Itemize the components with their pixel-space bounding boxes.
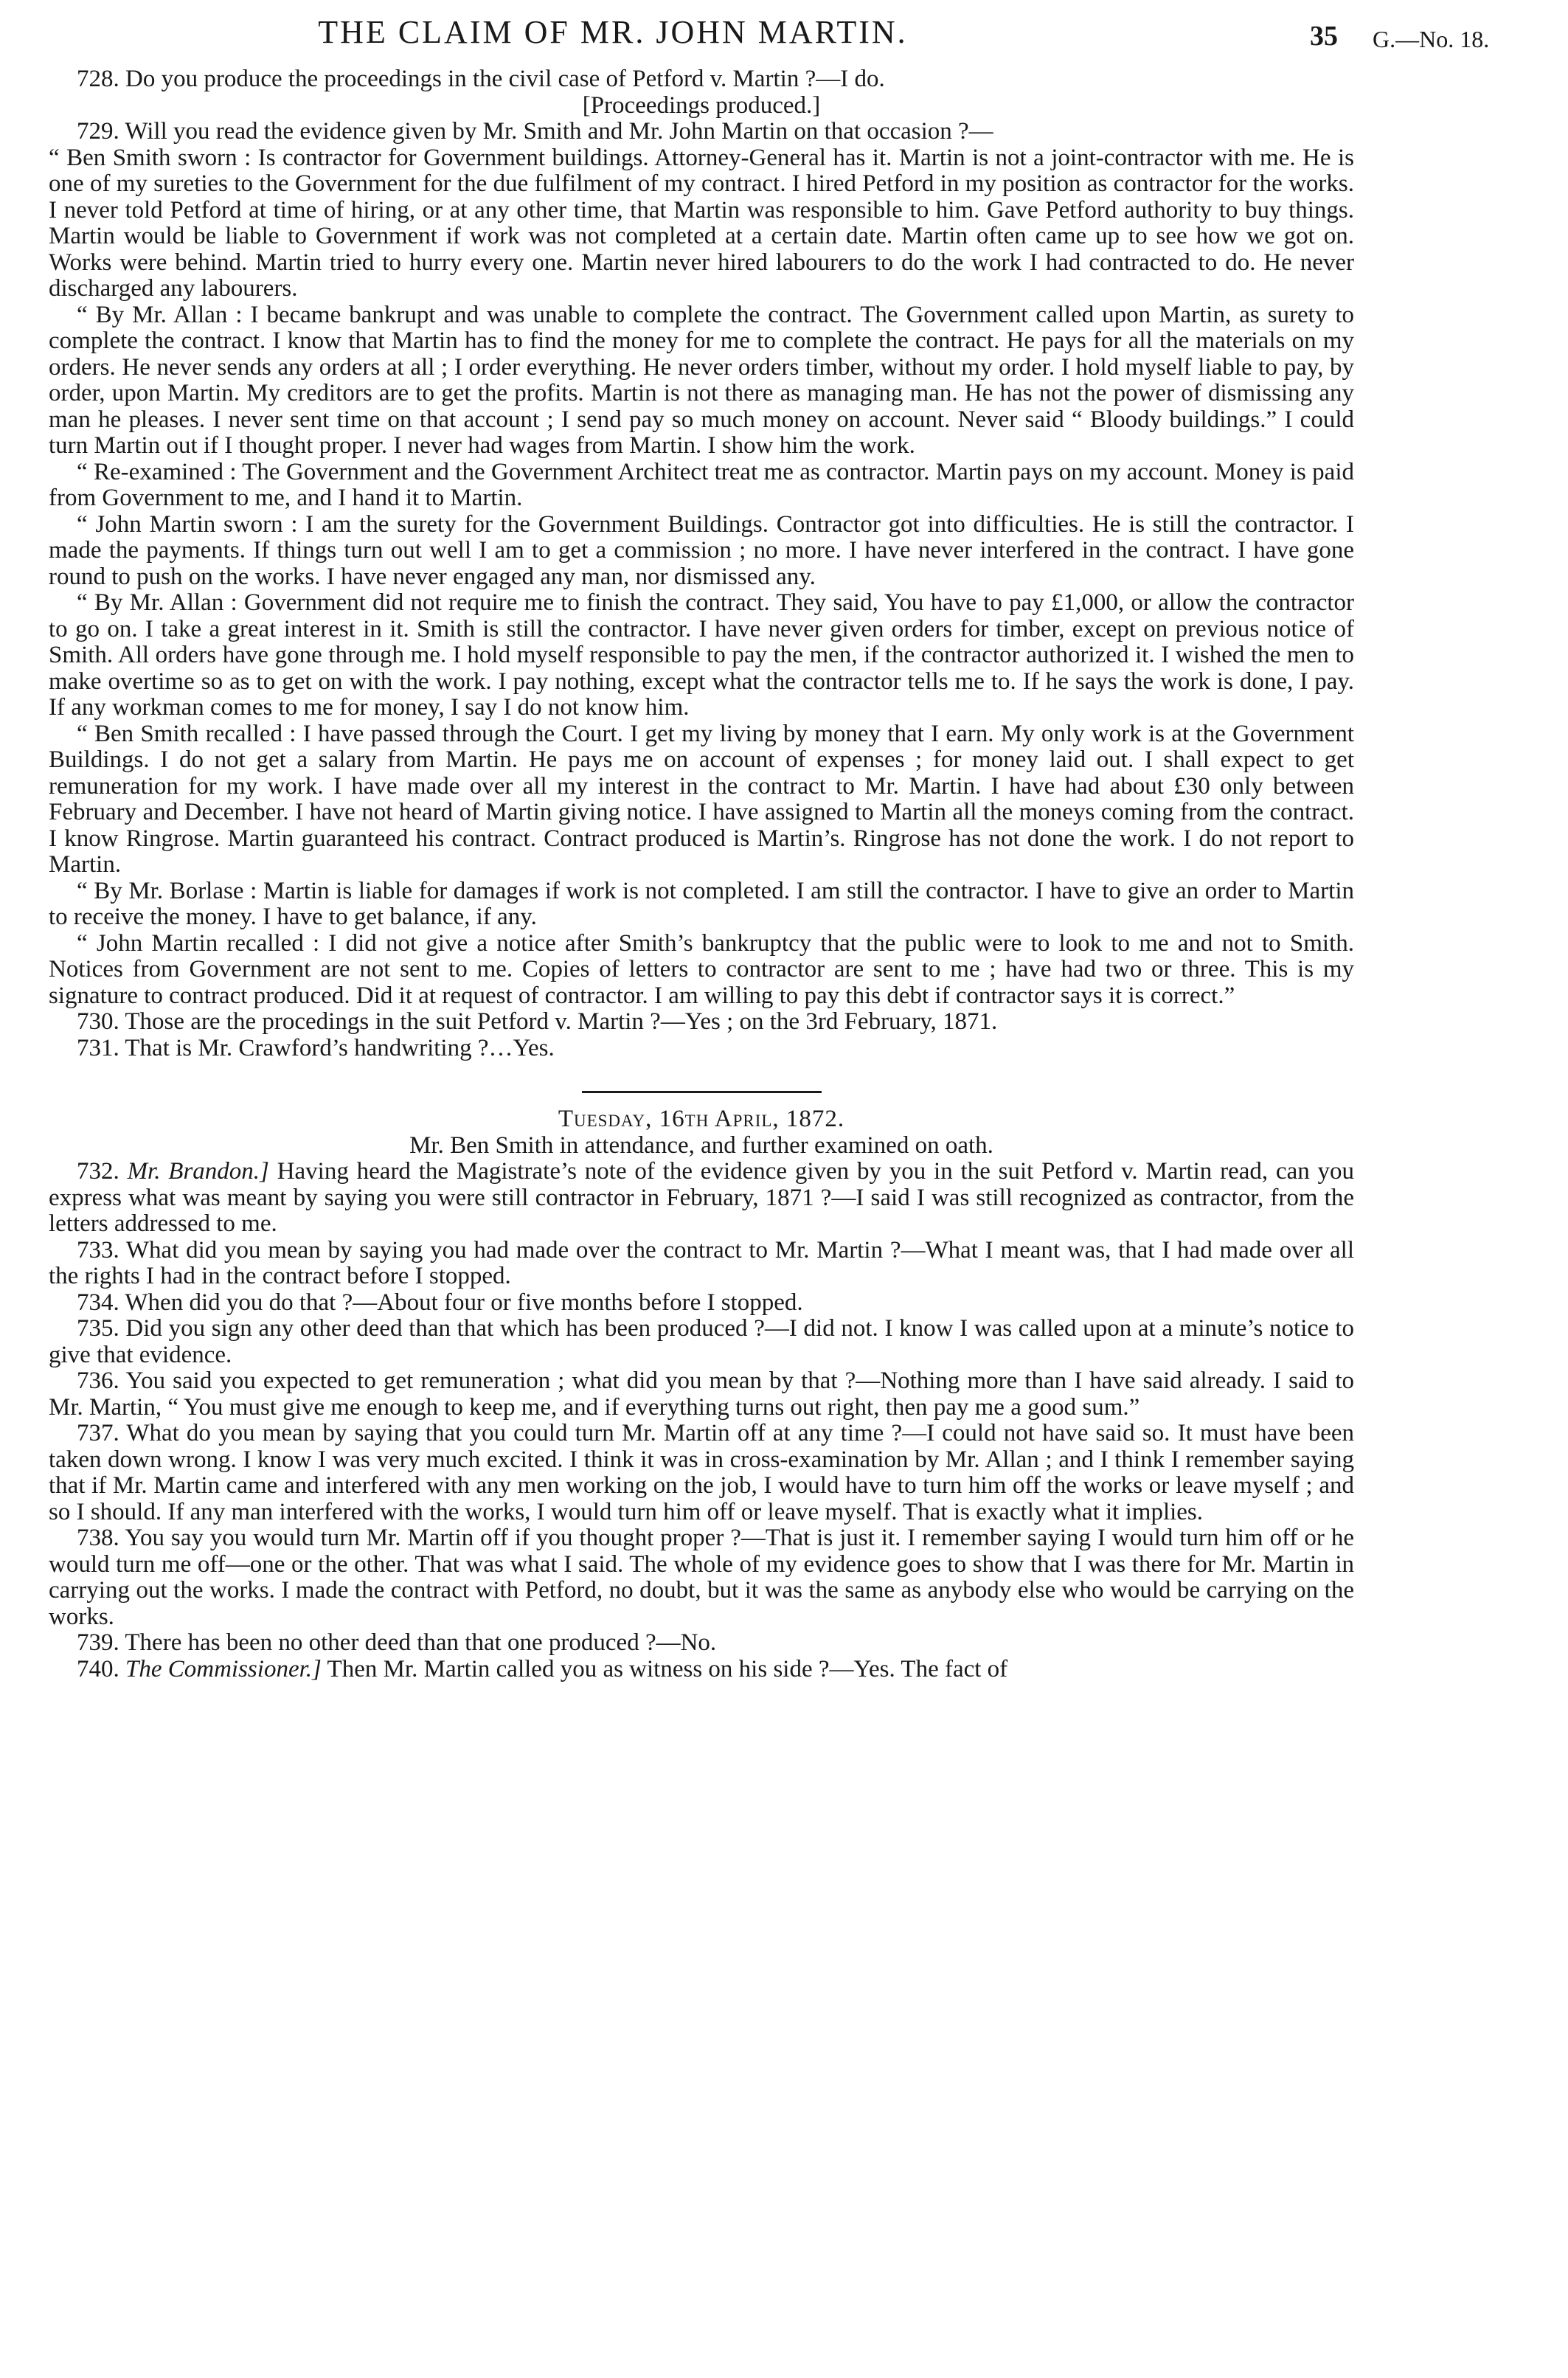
document-page bbox=[49, 14, 1490, 1682]
evidence-ben-smith-recalled: “ Ben Smith recalled : I have passed through the Court. I get my living by money that I earn. My only work is at the Government Buildings. I do not get a salary from Martin. He pays me on account of expenses ; for money laid out. I shall expect to get remuneration for my work. I have made over all my interest in the contract to Mr. Martin. I have had about £30 only between February and December. I have not heard of Martin giving notice. I have assigned to Martin all the moneys coming from the contract. I know Ringrose. Martin guaranteed his contract. Contract produced is Martin’s. Ringrose has not done the work. I do not report to Martin. bbox=[49, 720, 1354, 878]
proceedings-note: [Proceedings produced.] bbox=[582, 91, 821, 119]
evidence-john-martin-recalled: “ John Martin recalled : I did not give a notice after Smith’s bankruptcy that the public were to look to me and not to Smith. Notices from Government are not sent to me. Copies of letters to contractor are sent to me ; have had two or three. This is my signature to contract produced. Did it at request of contractor. I am willing to pay this debt if contractor says it is correct.” bbox=[49, 929, 1354, 1009]
section-divider bbox=[582, 1091, 822, 1093]
evidence-john-martin-sworn: “ John Martin sworn : I am the surety for the Government Buildings. Contractor got into difficulties. He is still the contractor. I made the payments. If things turn out well I am to get a commission ; no more. I have never interfered in the contract. I have gone round to push on the works. I have never engaged any man, nor dismissed any. bbox=[49, 510, 1354, 590]
question-740-text: Then Mr. Martin called you as witness on his side ?—Yes. The fact of bbox=[327, 1655, 1008, 1682]
evidence-re-examined: “ Re-examined : The Government and the Government Architect treat me as contractor. Martin pays on my account. Money is paid from Government to me, and I hand it to Martin. bbox=[49, 458, 1354, 511]
evidence-martin-by-mr-allan: “ By Mr. Allan : Government did not require me to finish the contract. They said, You have to pay £1,000, or allow the contractor to go on. I take a great interest in it. Smith is still the contractor. I have never given orders for timber, except on previous notice of Smith. All orders have gone through me. I hold myself responsible to pay the men, if the contractor authorized it. I wished the men to make overtime so as to get on with the work. I pay nothing, except what the contractor tells me to. If he says the work is done, I pay. If any workman comes to me for money, I say I do not know him. bbox=[49, 589, 1354, 721]
date-heading: Tuesday, 16th April, 1872. bbox=[558, 1106, 845, 1132]
speaker-mr-brandon: Mr. Brandon.] bbox=[127, 1158, 269, 1185]
question-739: 739. There has been no other deed than that one produced ?—No. bbox=[77, 1629, 717, 1656]
series-number: G.—No. 18. bbox=[1373, 26, 1490, 52]
question-729: 729. Will you read the evidence given by Mr. Smith and Mr. John Martin on that occasion ?— bbox=[77, 118, 993, 145]
question-738: 738. You say you would turn Mr. Martin off if you thought proper ?—That is just it. I remember saying I would turn him off or he would turn me off—one or the other. That was what I said. The whole of my evidence goes to show that I was there for Mr. Martin in carrying out the works. I made the contract with Petford, no doubt, but it was the same as anybody else who would be carrying on the works. bbox=[49, 1525, 1354, 1630]
question-728: 728. Do you produce the proceedings in the civil case of Petford v. Martin ?—I do. bbox=[77, 66, 885, 92]
question-737: 737. What do you mean by saying that you could turn Mr. Martin off at any time ?—I could not have said so. It must have been taken down wrong. I know I was very much excited. I think it was in cross-examination by Mr. Allan ; and I think I remember saying that if Mr. Martin came and interfered with any men working on the job, I would have to turn him off the works or leave myself ; and so I should. If any man interfered with the works, I would turn him off or leave myself. That is exactly what it implies. bbox=[49, 1420, 1354, 1525]
question-740: 740. The Commissioner.] Then Mr. Martin called you as witness on his side ?—Yes. The fact of bbox=[77, 1655, 1008, 1682]
question-730: 730. Those are the procedings in the suit Petford v. Martin ?—Yes ; on the 3rd February, 1871. bbox=[77, 1008, 998, 1035]
running-title: THE CLAIM OF MR. JOHN MARTIN. bbox=[318, 14, 908, 50]
question-734: 734. When did you do that ?—About four or five months before I stopped. bbox=[77, 1289, 803, 1316]
question-735: 735. Did you sign any other deed than that which has been produced ?—I did not. I know I was called upon at a minute’s notice to give that evidence. bbox=[49, 1315, 1354, 1368]
speaker-commissioner: The Commissioner.] bbox=[125, 1655, 322, 1682]
witness-heading: Mr. Ben Smith in attendance, and further examined on oath. bbox=[409, 1131, 993, 1159]
evidence-by-mr-borlase: “ By Mr. Borlase : Martin is liable for damages if work is not completed. I am still the contractor. I have to give an order to Martin to receive the money. I have to get balance, if any. bbox=[49, 877, 1354, 930]
evidence-ben-smith-sworn: “ Ben Smith sworn : Is contractor for Government buildings. Attorney-General has it. Martin is not a joint-contractor with me. He is one of my sureties to the Government for the due fulfilment of my contract. I hired Petford in my position as contractor for the works. I never told Petford at time of hiring, or at any other time, that Martin was responsible to him. Gave Petford authority to buy things. Martin would be liable to Government if work was not completed at a certain date. Martin often came up to see how we got on. Works were behind. Martin tried to hurry every one. Martin never hired labourers to do the work I had contracted to do. He never discharged any labourers. bbox=[49, 144, 1354, 302]
page-header bbox=[49, 14, 1490, 66]
question-736: 736. You said you expected to get remuneration ; what did you mean by that ?—Nothing more than I have said already. I said to Mr. Martin, “ You must give me enough to keep me, and if everything turns out right, then pay me a good sum.” bbox=[49, 1367, 1354, 1421]
question-732: 732. Mr. Brandon.] Having heard the Magistrate’s note of the evidence given by you in the suit Petford v. Martin read, can you express what was meant by saying you were still contractor in February, 1871 ?—I said I was still recognized as contractor, from the letters addressed to me. bbox=[49, 1158, 1355, 1237]
page-number: 35 bbox=[1310, 21, 1338, 52]
question-733: 733. What did you mean by saying you had made over the contract to Mr. Martin ?—What I meant was, that I had made over all the rights I had in the contract before I stopped. bbox=[49, 1236, 1354, 1289]
question-732-text: Having heard the Magistrate’s note of the evidence given by you in the suit Petford v. Martin read, can you express what was meant by saying you were still contractor in February, 1871 ?—I said I was still recognized as contractor, from the letters addressed to me. bbox=[49, 1158, 1355, 1237]
question-731: 731. That is Mr. Crawford’s handwriting ?…Yes. bbox=[77, 1034, 555, 1061]
evidence-by-mr-allan: “ By Mr. Allan : I became bankrupt and was unable to complete the contract. The Government called upon Martin, as surety to complete the contract. I know that Martin has to find the money for me to complete the contract. He pays for all the materials on my orders. He never sends any orders at all ; I order everything. He never orders timber, without my order. I hold myself liable to pay, by order, upon Martin. My creditors are to get the profits. Martin is not there as managing man. He has not the power of dismissing any man he pleases. I never sent time on that account ; I send pay so much money on account. Never said “ Bloody buildings.” I could turn Martin out if I thought proper. I never had wages from Martin. I show him the work. bbox=[49, 301, 1354, 459]
